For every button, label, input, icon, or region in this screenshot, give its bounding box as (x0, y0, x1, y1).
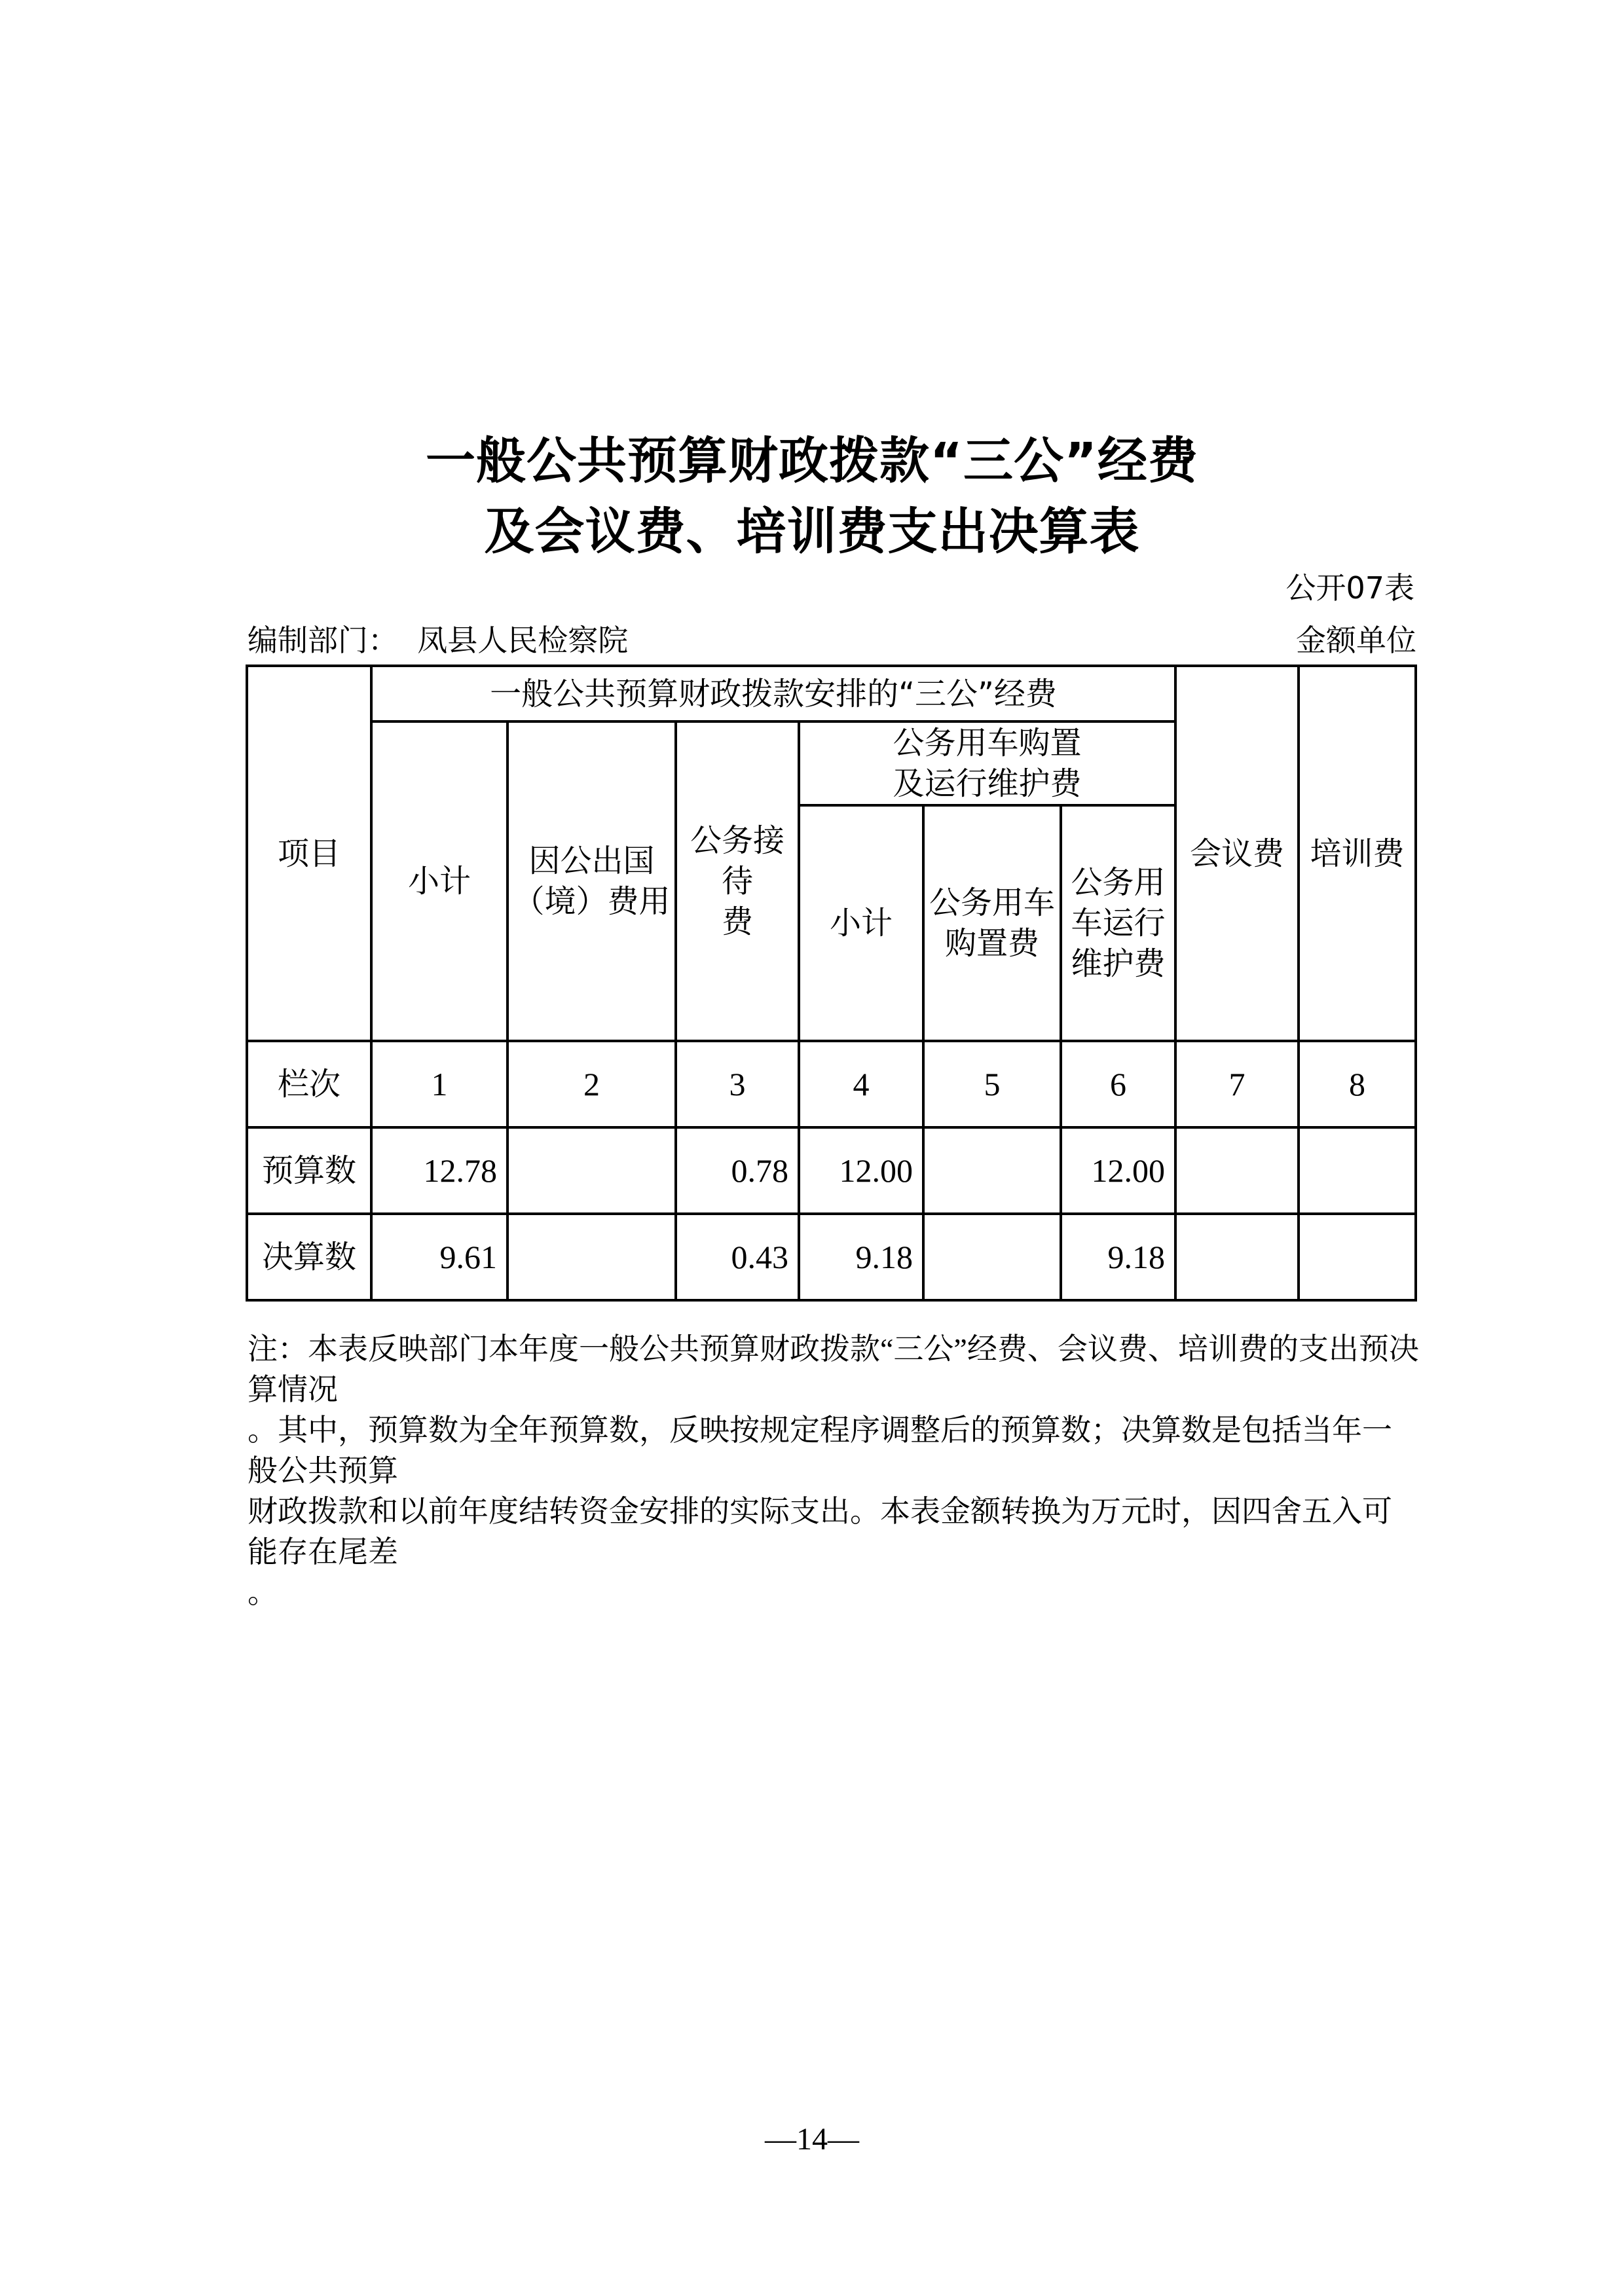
footnote-line: 注：本表反映部门本年度一般公共预算财政拨款“三公”经费、会议费、培训费的支出预决算情况 (248, 1332, 1419, 1406)
header-vehicle-purchase-line2: 购置费 (944, 925, 1039, 962)
header-reception-line2: 费 (721, 903, 753, 940)
table-cell: 12.00 (799, 1127, 923, 1214)
column-index-cell: 5 (923, 1041, 1061, 1127)
column-index-cell: 2 (507, 1041, 676, 1127)
footnote-line: 财政拨款和以前年度结转资金安排的实际支出。本表金额转换为万元时，因四舍五入可能存在尾差 (248, 1495, 1392, 1569)
header-overseas-line1: 因公出国 (528, 843, 655, 879)
document-title (0, 426, 1624, 567)
table-cell (1299, 1127, 1416, 1214)
meta-row (248, 621, 1416, 660)
footnote-line: 。其中，预算数为全年预算数，反映按规定程序调整后的预算数；决算数是包括当年一般公共预算 (248, 1413, 1392, 1487)
header-vehicle-maint (1061, 805, 1175, 1041)
header-vehicle-group-line2: 及运行维护费 (893, 765, 1082, 802)
table-cell: 0.78 (676, 1127, 799, 1214)
table-code: 公开07表 (1285, 570, 1414, 606)
footnote-line: 。 (248, 1576, 278, 1609)
header-item (247, 666, 371, 1041)
header-vehicle-subtotal (799, 805, 923, 1041)
header-group-title-label: 一般公共预算财政拨款安排的“三公”经费 (490, 675, 1057, 712)
table-cell (507, 1127, 676, 1214)
table-cell (507, 1214, 676, 1300)
budget-table (246, 665, 1417, 1302)
header-item-label: 项目 (277, 835, 341, 872)
column-index-label: 栏次 (247, 1041, 371, 1127)
table-cell: 9.18 (1061, 1214, 1175, 1300)
header-overseas (507, 721, 676, 1041)
column-index-cell: 6 (1061, 1041, 1175, 1127)
column-index-cell: 3 (676, 1041, 799, 1127)
table-cell (923, 1214, 1061, 1300)
footnote (248, 1329, 1420, 1613)
header-meeting-label: 会议费 (1190, 835, 1285, 872)
header-meeting (1175, 666, 1299, 1041)
header-training (1299, 666, 1416, 1041)
department-label: 编制部门： 凤县人民检察院 (248, 623, 629, 658)
table-cell (923, 1127, 1061, 1214)
table-cell (1299, 1214, 1416, 1300)
column-index-cell: 7 (1175, 1041, 1299, 1127)
header-vehicle-maint-line2: 车运行 (1071, 905, 1166, 941)
table-cell: 9.18 (799, 1214, 923, 1300)
table-cell: 12.00 (1061, 1127, 1175, 1214)
column-index-cell: 8 (1299, 1041, 1416, 1127)
header-subtotal (371, 721, 507, 1041)
table-row-budget (247, 1127, 1416, 1214)
header-training-label: 培训费 (1310, 835, 1405, 872)
table-cell: 0.43 (676, 1214, 799, 1300)
column-index-row (247, 1041, 1416, 1127)
header-vehicle-purchase (923, 805, 1061, 1041)
row-label-actual: 决算数 (247, 1214, 371, 1300)
header-vehicle-maint-line1: 公务用 (1071, 864, 1166, 901)
table-cell: 9.61 (371, 1214, 507, 1300)
header-subtotal-label: 小计 (407, 863, 471, 900)
table-cell (1175, 1214, 1299, 1300)
title-line-2: 及会议费、培训费支出决算表 (484, 502, 1140, 560)
unit-label: 金额单位 (1296, 623, 1416, 658)
header-overseas-line2: （境）费用 (513, 883, 671, 920)
header-reception (676, 721, 799, 1041)
header-vehicle-group (799, 721, 1175, 805)
header-vehicle-subtotal-label: 小计 (829, 905, 893, 941)
column-index-cell: 4 (799, 1041, 923, 1127)
header-vehicle-purchase-line1: 公务用车 (929, 884, 1055, 921)
header-vehicle-maint-line3: 维护费 (1071, 945, 1166, 982)
table-row-actual (247, 1214, 1416, 1300)
row-label-budget: 预算数 (247, 1127, 371, 1214)
header-reception-line1: 公务接待 (690, 822, 784, 900)
table-cell: 12.78 (371, 1127, 507, 1214)
header-group-title (371, 666, 1175, 721)
page-number: —14— (765, 2122, 859, 2157)
header-row-1 (247, 666, 1416, 721)
column-index-cell: 1 (371, 1041, 507, 1127)
table-cell (1175, 1127, 1299, 1214)
header-vehicle-group-line1: 公务用车购置 (893, 725, 1082, 761)
title-line-1: 一般公共预算财政拨款“三公”经费 (426, 431, 1198, 490)
